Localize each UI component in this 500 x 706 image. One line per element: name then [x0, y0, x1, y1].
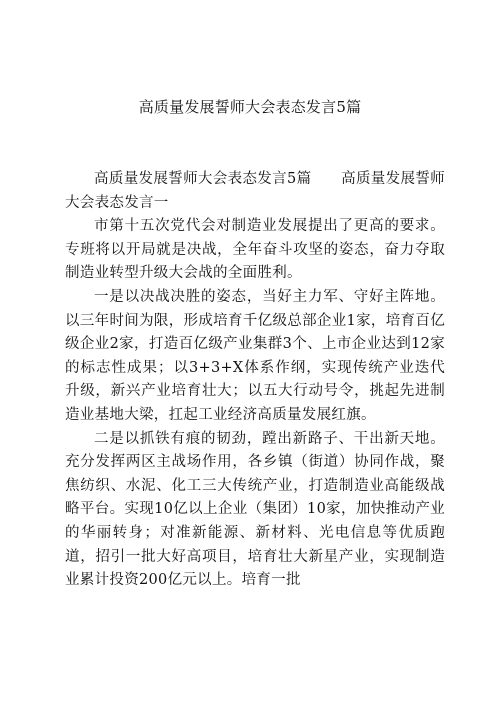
- paragraph-second-point: 二是以抓铁有痕的韧劲，蹚出新路子、干出新天地。充分发挥两区主战场作用，各乡镇（街道）协同作战，聚焦纺织、水泥、化工三大传统产业，打造制造业高能级战略平台。实现10亿以上企业（集团）10家，加快推动产业的华丽转身；对准新能源、新材料、光电信息等优质跑道，招引一批大好高项目，培育壮大新星产业，实现制造业累计投资200亿元以上。培育一批: [65, 430, 445, 589]
- document-title: 高质量发展誓师大会表态发言5篇: [138, 98, 362, 116]
- paragraph-heading: 高质量发展誓师大会表态发言5篇 高质量发展誓师大会表态发言一: [65, 171, 445, 211]
- paragraph-first-point: 一是以决战决胜的姿态，当好主力军、守好主阵地。以三年时间为限，形成培育千亿级总部企业1家，培育百亿级企业2家，打造百亿级产业集群3个、上市企业达到12家的标志性成果；以3+3+X体系作纲，实现传统产业迭代升级，新兴产业培育壮大；以五大行动号令，挑起先进制造业基地大梁，扛起工业经济高质量发展红旗。: [65, 288, 445, 423]
- document-body: [65, 168, 445, 593]
- paragraph-intro: 市第十五次党代会对制造业发展提出了更高的要求。专班将以开局就是决战，全年奋斗攻坚的姿态，奋力夺取制造业转型升级大会战的全面胜利。: [65, 218, 445, 282]
